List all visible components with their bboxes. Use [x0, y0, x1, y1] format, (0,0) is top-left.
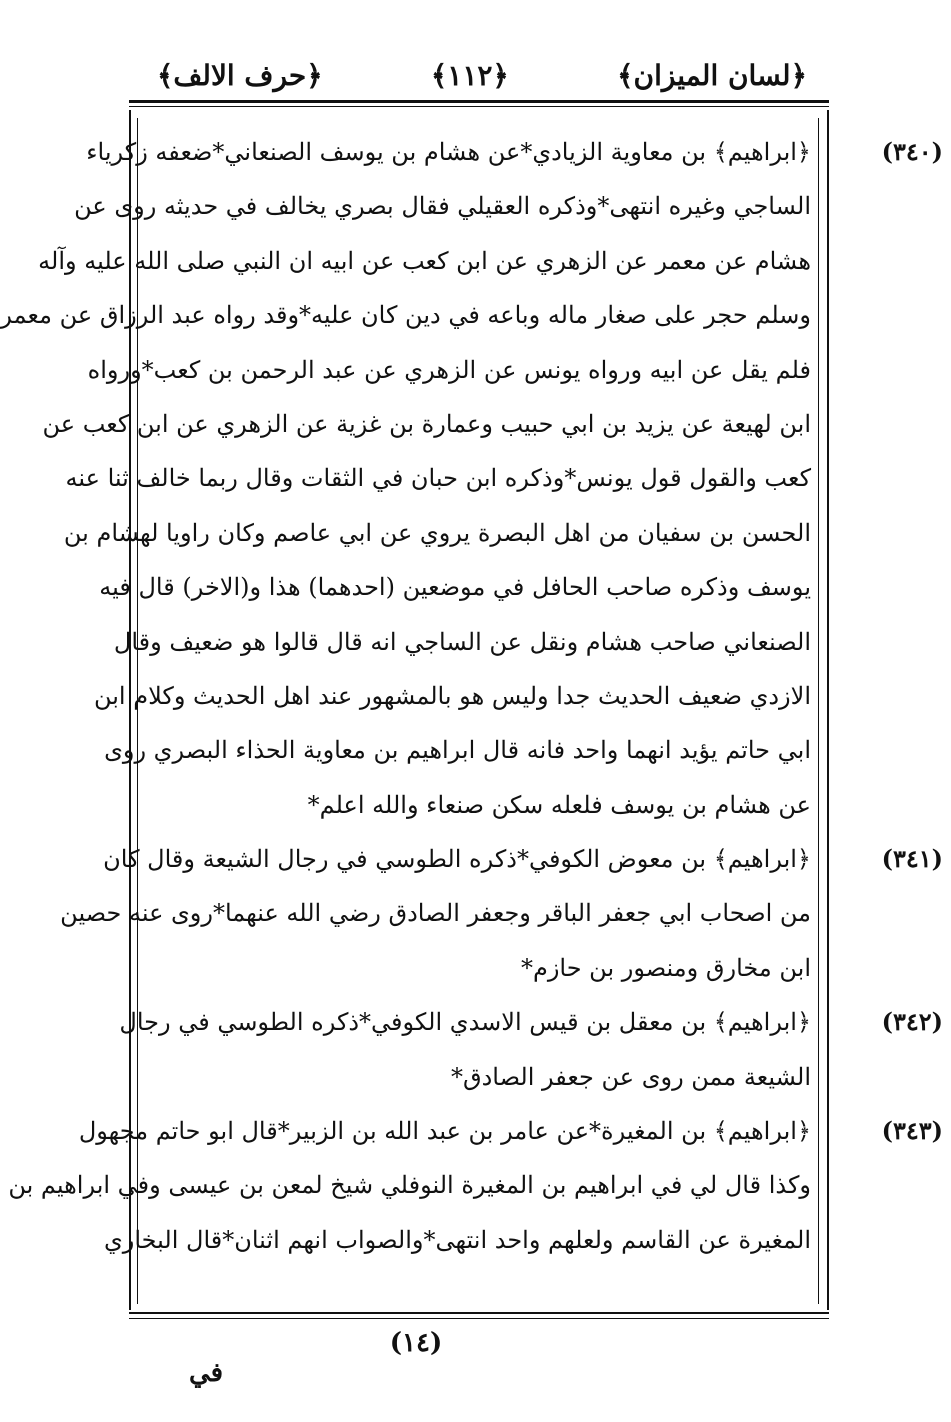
- text-line: الصنعاني صاحب هشام ونقل عن الساجي انه قال قالوا هو ضعيف وقال: [113, 627, 811, 656]
- text-line: ابن مخارق ومنصور بن حازم*: [520, 953, 811, 982]
- text-line: ﴿ابراهيم﴾ بن معوض الكوفي*ذكره الطوسي في رجال الشيعة وقال كان: [103, 845, 811, 874]
- book-title: ﴿لسان الميزان﴾: [617, 58, 807, 92]
- header-rule: [129, 100, 829, 103]
- signature-mark: (١٤): [389, 1328, 443, 1358]
- text-line: ابن لهيعة عن يزيد بن ابي حبيب وعمارة بن غزية عن الزهري عن ابن كعب عن: [42, 409, 811, 438]
- text-line: فلم يقل عن ابيه ورواه يونس عن الزهري عن عبد الرحمن بن كعب*ورواه: [87, 355, 811, 384]
- header-rule-thin: [129, 106, 829, 107]
- footer-rule-thin: [129, 1318, 829, 1319]
- text-line: ﴿ابراهيم﴾ بن المغيرة*عن عامر بن عبد الله بن الزبير*قال ابو حاتم مجهول: [78, 1117, 811, 1146]
- text-line: كعب والقول قول يونس*وذكره ابن حبان في الثقات وقال ربما خالف ثنا عنه: [65, 464, 811, 493]
- footer-rule: [129, 1312, 829, 1314]
- text-line: الحسن بن سفيان من اهل البصرة يروي عن ابي عاصم وكان راويا لهشام بن: [63, 518, 811, 547]
- entry-number: (٣٤٣): [881, 1116, 943, 1146]
- text-line: ﴿ابراهيم﴾ بن معاوية الزيادي*عن هشام بن يوسف الصنعاني*ضعفه زكرياء: [86, 138, 811, 166]
- text-line: يوسف وذكره صاحب الحافل في موضعين (احدهما) هذا و(الاخر) قال فيه: [99, 573, 811, 602]
- text-line: من اصحاب ابي جعفر الباقر وجعفر الصادق رضي الله عنهما*روى عنه حصين: [60, 899, 811, 928]
- entry-number: (٣٤١): [881, 844, 943, 874]
- body-text: [0, 125, 811, 1267]
- entry-number: (٣٤٢): [881, 1007, 943, 1037]
- text-line: المغيرة عن القاسم ولعلهم واحد انتهى*والصواب انهم اثنان*قال البخاري: [103, 1225, 811, 1254]
- text-line: وكذا قال لي في ابراهيم بن المغيرة النوفلي شيخ لمعن بن عيسى وفي ابراهيم بن: [8, 1171, 811, 1200]
- running-header: [157, 52, 807, 98]
- text-line: هشام عن معمر عن الزهري عن ابن كعب عن ابيه ان النبي صلى الله عليه وآله: [38, 246, 811, 275]
- text-line: الشيعة ممن روى عن جعفر الصادق*: [451, 1062, 811, 1091]
- text-line: ﴿ابراهيم﴾ بن معقل بن قيس الاسدي الكوفي*ذكره الطوسي في رجال: [119, 1008, 811, 1037]
- text-line: عن هشام بن يوسف فلعله سكن صنعاء والله اعلم*: [307, 790, 811, 819]
- entry-number: (٣٤٠): [881, 137, 943, 166]
- text-line: ابي حاتم يؤيد انهما واحد فانه قال ابراهيم بن معاوية الحذاء البصري روى: [104, 736, 811, 765]
- text-line: وسلم حجر على صغار ماله وباعه في دين كان عليه*وقد رواه عبد الرزاق عن معمر: [0, 301, 811, 330]
- catchword: في: [189, 1358, 224, 1388]
- page-number: ﴿١١٢﴾: [430, 58, 509, 92]
- text-line: الازدي ضعيف الحديث جدا وليس هو بالمشهور عند اهل الحديث وكلام ابن: [93, 681, 811, 710]
- section-title: ﴿حرف الالف﴾: [157, 58, 323, 92]
- text-line: الساجي وغيره انتهى*وذكره العقيلي فقال بصري يخالف في حديثه روى عن: [74, 192, 811, 221]
